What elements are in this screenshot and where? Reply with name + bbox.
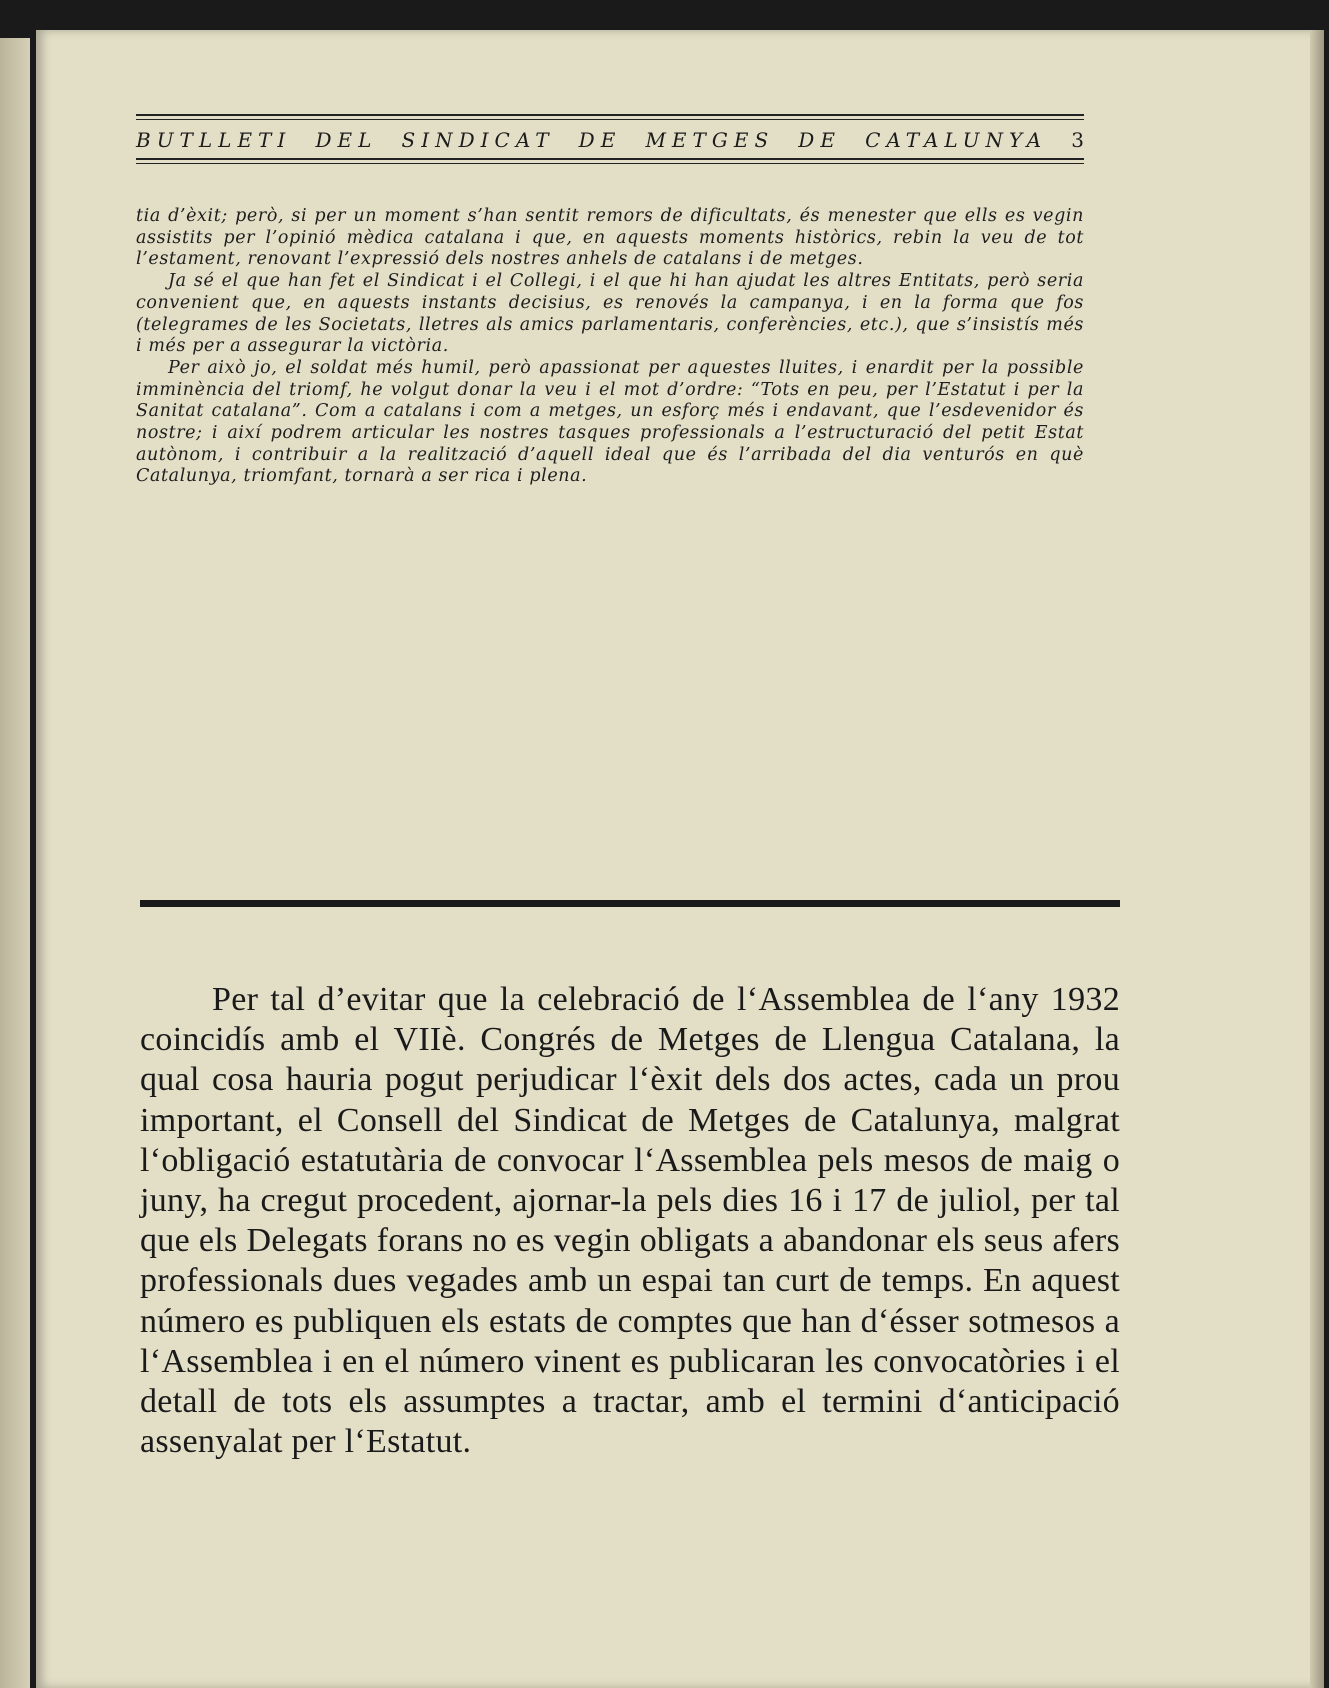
paragraph: Per això jo, el soldat més humil, però apassionat per aquestes lluites, i enardit per la possible imminència del triomf, he volgut donar la veu i el mot d’ordre: “Tots en peu, per l’Estatut i per la Sanitat catalana”. Com a catalans i com a metges, un esforç més i endavant, que l’esdevenidor és nostre; i així podrem articular les nostres tasques professionals a l’estructuració del petit Estat autònom, i contribuir a la realització d’aquell ideal que és l’arribada del dia venturós en què Catalunya, triomfant, tornarà a ser rica i plena. <box>136 357 1084 487</box>
section-separator-rule <box>140 900 1120 907</box>
paragraph: Ja sé el que han fet el Sindicat i el Collegi, i el que hi han ajudat les altres Entitats, però seria convenient que, en aquests instants decisius, es renovés la campanya, i en la forma que fos (telegrames de les Societats, lletres als amics parlamentaris, conferències, etc.), que s’insistís més i més per a assegurar la victòria. <box>136 271 1084 357</box>
header-word: DE <box>798 128 841 152</box>
running-header <box>136 114 1084 164</box>
header-title <box>136 120 1084 158</box>
header-word: DE <box>578 128 622 152</box>
article-continuation <box>136 206 1084 488</box>
header-word: SINDICAT <box>401 128 555 152</box>
page-edge-shadow <box>1310 30 1324 1688</box>
header-word: BUTLLETI <box>136 128 292 152</box>
header-word: CATALUNYA <box>865 128 1048 152</box>
page-number: 3 <box>1071 128 1084 152</box>
header-bottom-rule <box>136 158 1084 164</box>
facing-page-edge <box>0 38 30 1688</box>
notice-paragraph: Per tal d’evitar que la celebració de l‘Assemblea de l‘any 1932 coincidís amb el VIIè. Congrés de Metges de Llengua Catalana, la qual cosa hauria pogut perjudicar l‘èxit dels dos actes, cada un prou important, el Consell del Sindicat de Metges de Catalunya, malgrat l‘obligació estatutària de convocar l‘Assemblea pels mesos de maig o juny, ha cregut procedent, ajornar-la pels dies 16 i 17 de juliol, per tal que els Delegats forans no es vegin obligats a abandonar els seus afers professionals dues vegades amb un espai tan curt de temps. En aquest número es publiquen els estats de comptes que han d‘ésser sotmesos a l‘Assemblea i en el número vinent es publicaran les convocatòries i el detall de tots els assumptes a tractar, amb el termini d‘anticipació assenyalat per l‘Estatut. <box>140 981 1120 1461</box>
assembly-notice <box>140 980 1120 1462</box>
header-word: DEL <box>315 128 378 152</box>
paragraph: tia d’èxit; però, si per un moment s’han sentit remors de dificultats, és menester que ells es vegin assistits per l’opinió mèdica catalana i que, en aquests moments històrics, rebin la veu de tot l’estament, renovant l’expressió dels nostres anhels de catalans i de metges. <box>136 206 1084 270</box>
header-word: METGES <box>645 128 775 152</box>
